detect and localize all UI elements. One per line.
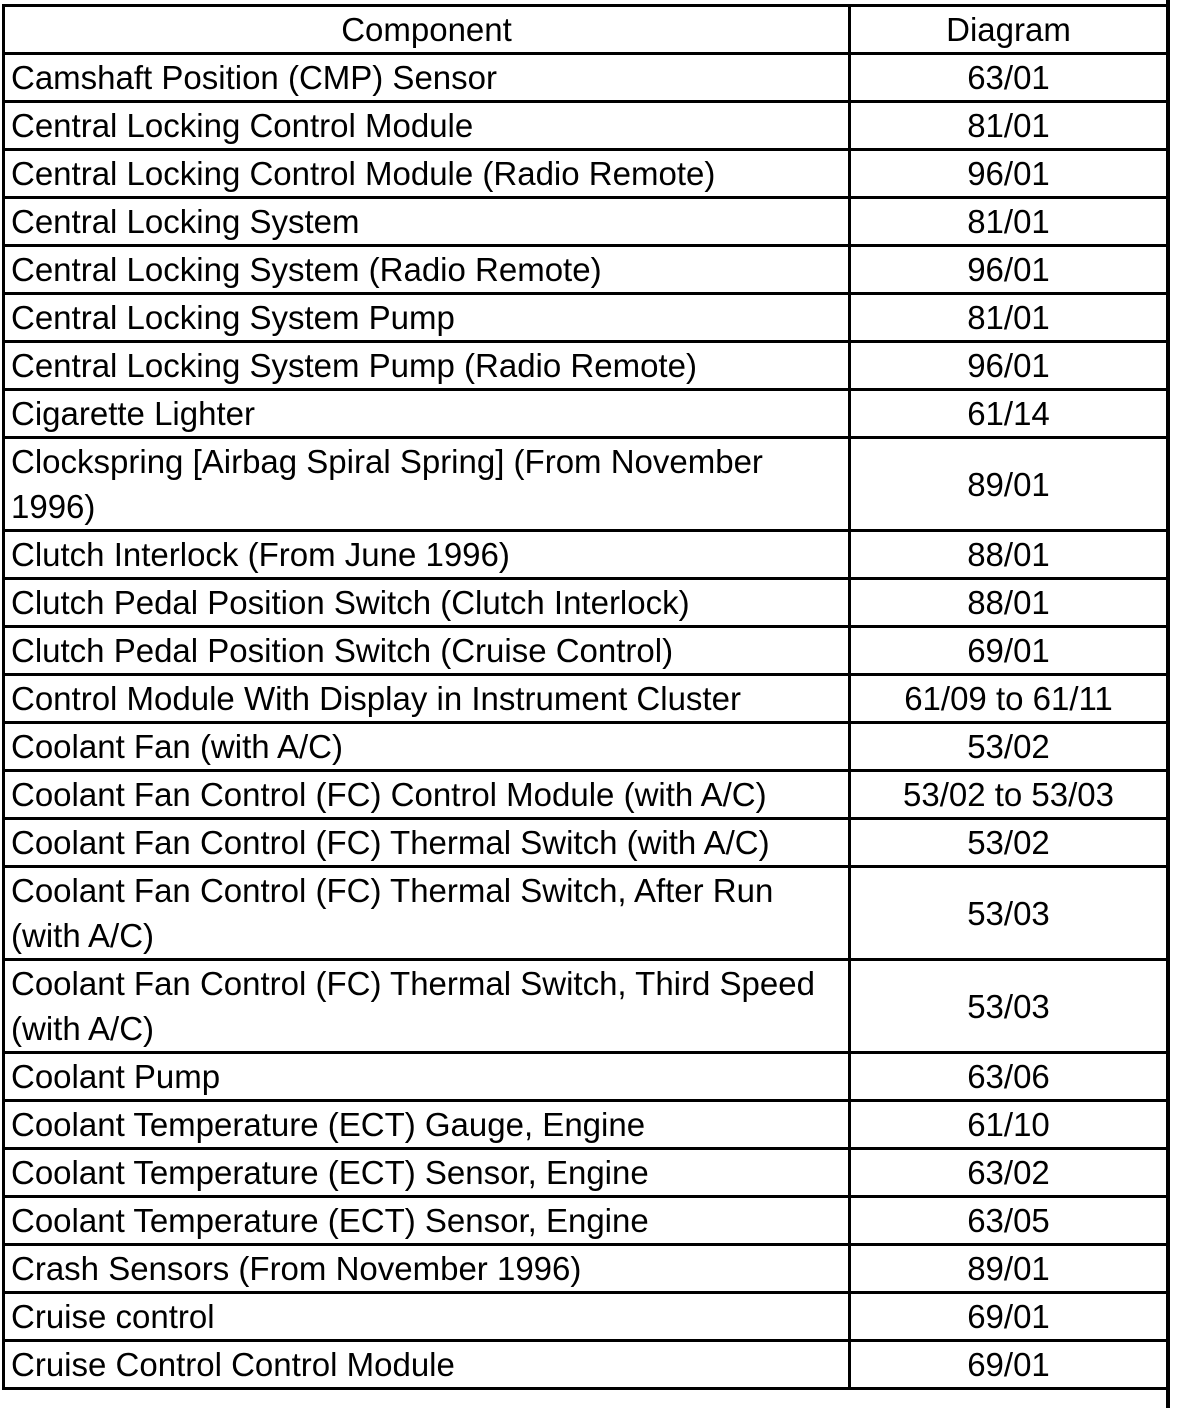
component-cell: Cigarette Lighter (4, 390, 850, 438)
diagram-cell: 96/01 (850, 246, 1168, 294)
table-row (4, 723, 1168, 771)
table-row (4, 1053, 1168, 1101)
component-cell: Coolant Fan Control (FC) Control Module (with A/C) (4, 771, 850, 819)
component-cell: Camshaft Position (CMP) Sensor (4, 54, 850, 102)
table-row (4, 675, 1168, 723)
diagram-cell: 53/02 (850, 723, 1168, 771)
component-cell: Clutch Pedal Position Switch (Clutch Interlock) (4, 579, 850, 627)
table-row (4, 960, 1168, 1053)
diagram-cell: 69/01 (850, 1293, 1168, 1341)
component-cell: Cruise Control Control Module (4, 1341, 850, 1389)
table-row (4, 150, 1168, 198)
table-row (4, 531, 1168, 579)
component-cell: Clutch Interlock (From June 1996) (4, 531, 850, 579)
component-cell: Cruise control (4, 1293, 850, 1341)
component-cell: Coolant Temperature (ECT) Gauge, Engine (4, 1101, 850, 1149)
table-row (4, 771, 1168, 819)
column-header-component: Component (4, 6, 850, 54)
table-row (4, 390, 1168, 438)
table-row (4, 246, 1168, 294)
component-cell: Central Locking System (Radio Remote) (4, 246, 850, 294)
page-edge-rule (1166, 0, 1170, 1408)
component-cell: Central Locking System Pump (Radio Remote) (4, 342, 850, 390)
diagram-cell: 89/01 (850, 1245, 1168, 1293)
component-cell: Coolant Fan Control (FC) Thermal Switch, After Run (with A/C) (4, 867, 850, 960)
table-row (4, 627, 1168, 675)
table-row (4, 1293, 1168, 1341)
component-cell: Central Locking Control Module (4, 102, 850, 150)
diagram-cell: 53/02 (850, 819, 1168, 867)
table-row (4, 102, 1168, 150)
component-cell: Coolant Fan Control (FC) Thermal Switch (with A/C) (4, 819, 850, 867)
component-cell: Clutch Pedal Position Switch (Cruise Control) (4, 627, 850, 675)
diagram-cell: 53/03 (850, 960, 1168, 1053)
table-row (4, 438, 1168, 531)
component-cell: Coolant Pump (4, 1053, 850, 1101)
diagram-cell: 96/01 (850, 342, 1168, 390)
table-row (4, 579, 1168, 627)
diagram-cell: 61/09 to 61/11 (850, 675, 1168, 723)
component-cell: Central Locking Control Module (Radio Remote) (4, 150, 850, 198)
table-row (4, 1197, 1168, 1245)
component-cell: Central Locking System (4, 198, 850, 246)
column-header-diagram: Diagram (850, 6, 1168, 54)
table-row (4, 1245, 1168, 1293)
diagram-cell: 61/14 (850, 390, 1168, 438)
diagram-cell: 63/02 (850, 1149, 1168, 1197)
table-row (4, 54, 1168, 102)
diagram-cell: 63/01 (850, 54, 1168, 102)
table-row (4, 198, 1168, 246)
table-row (4, 1101, 1168, 1149)
component-cell: Coolant Temperature (ECT) Sensor, Engine (4, 1149, 850, 1197)
component-cell: Crash Sensors (From November 1996) (4, 1245, 850, 1293)
diagram-cell: 53/03 (850, 867, 1168, 960)
diagram-cell: 81/01 (850, 198, 1168, 246)
diagram-cell: 63/05 (850, 1197, 1168, 1245)
diagram-cell: 81/01 (850, 294, 1168, 342)
diagram-cell: 89/01 (850, 438, 1168, 531)
diagram-cell: 69/01 (850, 1341, 1168, 1389)
component-cell: Coolant Fan Control (FC) Thermal Switch, Third Speed (with A/C) (4, 960, 850, 1053)
diagram-cell: 69/01 (850, 627, 1168, 675)
table-row (4, 819, 1168, 867)
table-row (4, 867, 1168, 960)
table-row (4, 1149, 1168, 1197)
table-header-row (4, 6, 1168, 54)
diagram-cell: 88/01 (850, 579, 1168, 627)
diagram-cell: 96/01 (850, 150, 1168, 198)
component-cell: Control Module With Display in Instrument Cluster (4, 675, 850, 723)
diagram-cell: 61/10 (850, 1101, 1168, 1149)
component-cell: Coolant Temperature (ECT) Sensor, Engine (4, 1197, 850, 1245)
diagram-cell: 81/01 (850, 102, 1168, 150)
table-row (4, 294, 1168, 342)
component-cell: Coolant Fan (with A/C) (4, 723, 850, 771)
table-row (4, 342, 1168, 390)
table-row (4, 1341, 1168, 1389)
component-cell: Clockspring [Airbag Spiral Spring] (From November 1996) (4, 438, 850, 531)
component-diagram-table (2, 4, 1169, 1390)
diagram-cell: 88/01 (850, 531, 1168, 579)
diagram-cell: 63/06 (850, 1053, 1168, 1101)
diagram-cell: 53/02 to 53/03 (850, 771, 1168, 819)
component-cell: Central Locking System Pump (4, 294, 850, 342)
